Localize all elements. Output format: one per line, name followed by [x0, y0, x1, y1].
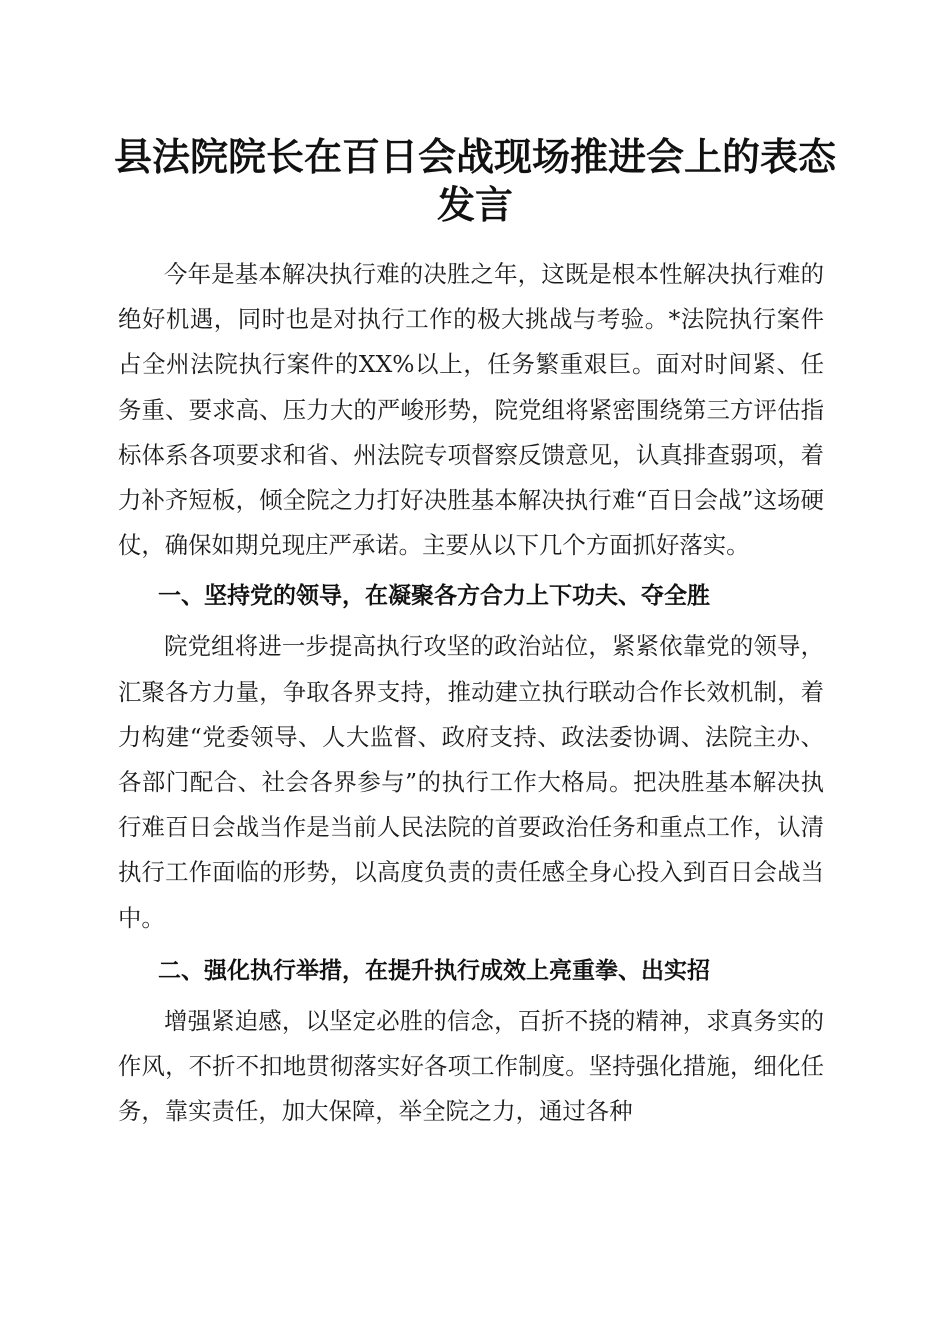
document-title: 县法院院长在百日会战现场推进会上的表态发言	[113, 134, 836, 227]
section-heading-2: 二、强化执行举措，在提升执行成效上亮重拳、出实招	[158, 957, 710, 984]
intro-paragraph: 今年是基本解决执行难的决胜之年，这既是根本性解决执行难的绝好机遇，同时也是对执行工作的极大挑战与考验。*法院执行案件占全州法院执行案件的XX%以上，任务繁重艰巨。面对时间紧、任务重、要求高、压力大的严峻形势，院党组将紧密围绕第三方评估指标体系各项要求和省、州法院专项督察反馈意见，认真排查弱项，着力补齐短板，倾全院之力打好决胜基本解决执行难“百日会战”这场硬仗，确保如期兑现庄严承诺。主要从以下几个方面抓好落实。	[118, 260, 824, 560]
section-paragraph-2: 增强紧迫感，以坚定必胜的信念，百折不挠的精神，求真务实的作风，不折不扣地贯彻落实好各项工作制度。坚持强化措施，细化任务，靠实责任，加大保障，举全院之力，通过各种	[118, 1006, 824, 1126]
section-heading-1: 一、坚持党的领导，在凝聚各方合力上下功夫、夺全胜	[158, 583, 710, 610]
section-paragraph-1: 院党组将进一步提高执行攻坚的政治站位，紧紧依靠党的领导，汇聚各方力量，争取各界支持，推动建立执行联动合作长效机制，着力构建“党委领导、人大监督、政府支持、政法委协调、法院主办、各部门配合、社会各界参与”的执行工作大格局。把决胜基本解决执行难百日会战当作是当前人民法院的首要政治任务和重点工作，认清执行工作面临的形势，以高度负责的责任感全身心投入到百日会战当中。	[118, 632, 824, 932]
document-body	[118, 252, 824, 1134]
